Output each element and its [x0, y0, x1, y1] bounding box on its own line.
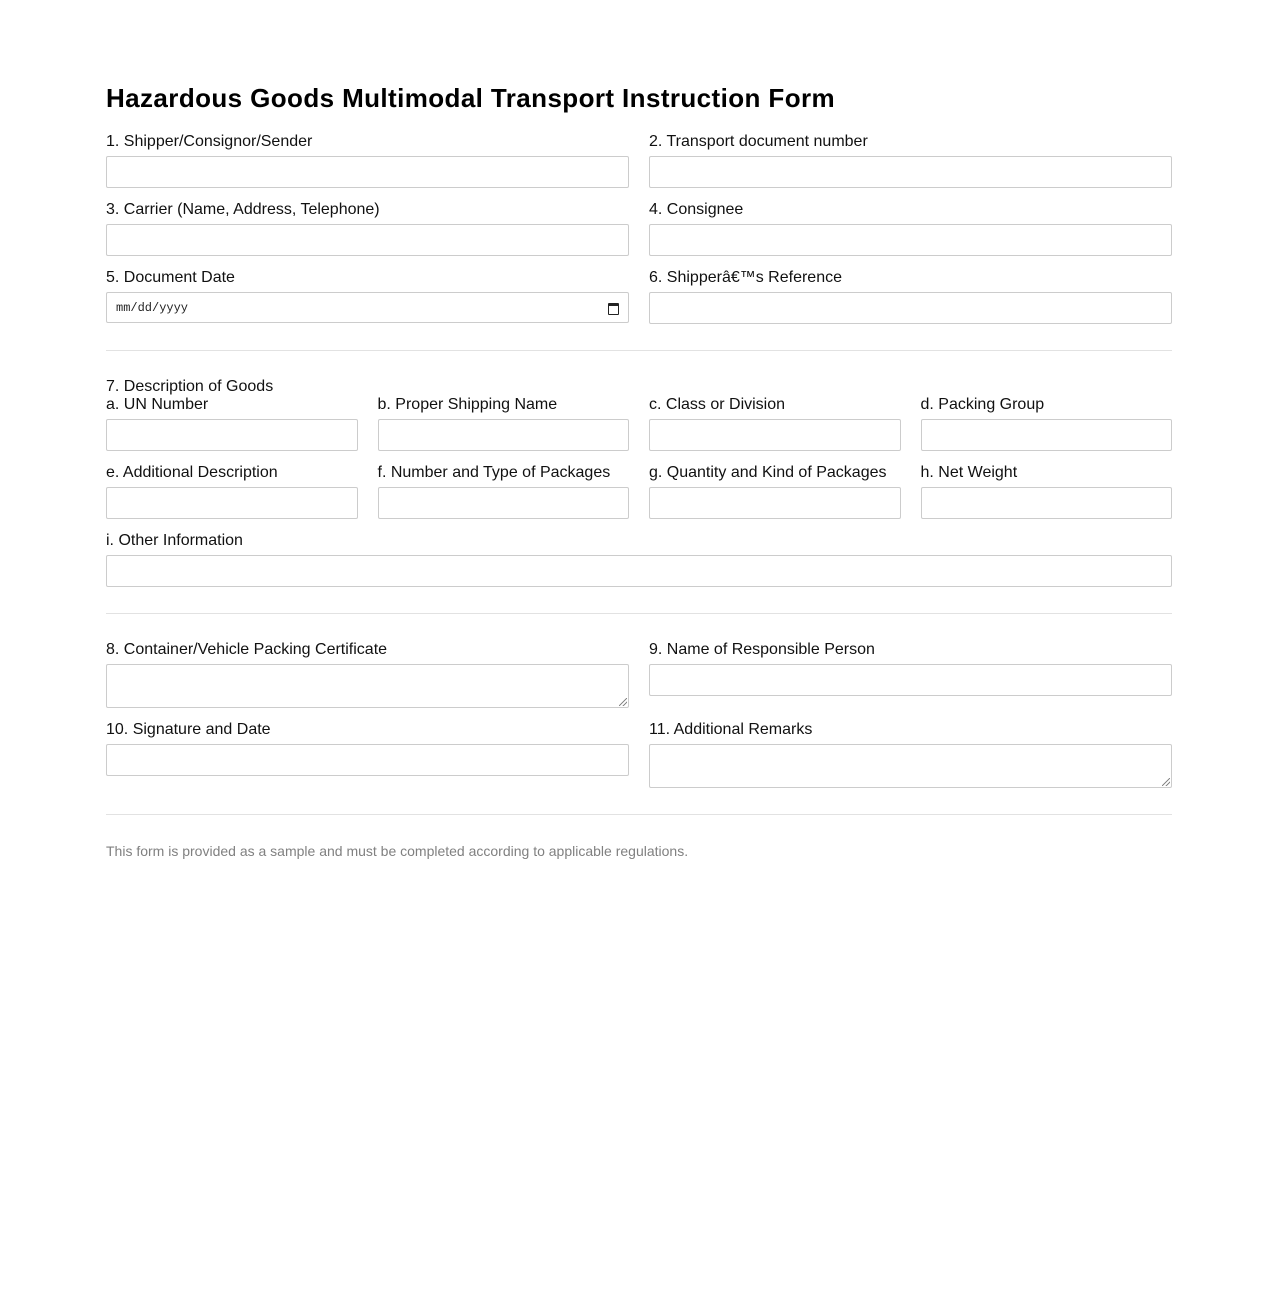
consignee-field [649, 201, 1172, 256]
signature-date-label: 10. Signature and Date [106, 721, 271, 738]
shipper-input[interactable] [106, 156, 629, 188]
un-number-input[interactable] [106, 419, 358, 451]
page-title: Hazardous Goods Multimodal Transport Instruction Form [106, 83, 836, 113]
responsible-person-label: 9. Name of Responsible Person [649, 641, 875, 658]
additional-description-field [106, 464, 358, 519]
section-divider [106, 613, 1172, 614]
quantity-kind-packages-label: g. Quantity and Kind of Packages [649, 464, 887, 481]
number-type-packages-field [378, 464, 630, 519]
consignee-label: 4. Consignee [649, 201, 744, 218]
packing-certificate-field [106, 641, 629, 708]
certification-section [106, 641, 1172, 788]
packing-group-field [921, 396, 1173, 451]
signature-date-field [106, 721, 629, 776]
section-divider [106, 814, 1172, 815]
quantity-kind-packages-field [649, 464, 901, 519]
document-date-field [106, 269, 629, 324]
calendar-icon[interactable] [608, 302, 619, 313]
additional-remarks-field [649, 721, 1172, 788]
footer-note: This form is provided as a sample and must be completed according to applicable regulations. [106, 843, 689, 859]
shipper-reference-label: 6. Shipperâ€™s Reference [649, 269, 842, 286]
number-type-packages-input[interactable] [378, 487, 630, 519]
shipper-label: 1. Shipper/Consignor/Sender [106, 133, 313, 150]
other-information-field [106, 532, 1172, 587]
transport-doc-number-input[interactable] [649, 156, 1172, 188]
description-of-goods-section [106, 396, 1172, 519]
section-divider [106, 350, 1172, 351]
document-date-input[interactable] [106, 292, 629, 323]
additional-description-input[interactable] [106, 487, 358, 519]
carrier-label: 3. Carrier (Name, Address, Telephone) [106, 201, 380, 218]
net-weight-field [921, 464, 1173, 519]
un-number-label: a. UN Number [106, 396, 209, 413]
responsible-person-input[interactable] [649, 664, 1172, 696]
other-information-input[interactable] [106, 555, 1172, 587]
shipment-details-section [106, 133, 1172, 324]
shipper-reference-input[interactable] [649, 292, 1172, 324]
packing-group-label: d. Packing Group [920, 396, 1045, 413]
proper-shipping-name-input[interactable] [378, 419, 630, 451]
proper-shipping-name-label: b. Proper Shipping Name [377, 396, 558, 413]
signature-date-input[interactable] [106, 744, 629, 776]
description-of-goods-heading: 7. Description of Goods [106, 378, 274, 395]
document-date-label: 5. Document Date [106, 269, 235, 286]
resize-handle-icon[interactable] [619, 698, 627, 706]
resize-handle-icon[interactable] [1162, 778, 1170, 786]
consignee-input[interactable] [649, 224, 1172, 256]
packing-certificate-textarea[interactable] [106, 664, 629, 708]
proper-shipping-name-field [378, 396, 630, 451]
transport-doc-number-label: 2. Transport document number [649, 133, 868, 150]
class-or-division-input[interactable] [649, 419, 901, 451]
packing-certificate-label: 8. Container/Vehicle Packing Certificate [106, 641, 388, 658]
net-weight-label: h. Net Weight [920, 464, 1018, 481]
class-or-division-label: c. Class or Division [649, 396, 786, 413]
number-type-packages-label: f. Number and Type of Packages [377, 464, 611, 481]
carrier-input[interactable] [106, 224, 629, 256]
shipper-reference-field [649, 269, 1172, 324]
carrier-field [106, 201, 629, 256]
additional-remarks-textarea[interactable] [649, 744, 1172, 788]
responsible-person-field [649, 641, 1172, 696]
shipper-field [106, 133, 629, 188]
packing-group-input[interactable] [921, 419, 1173, 451]
additional-remarks-label: 11. Additional Remarks [649, 721, 813, 738]
net-weight-input[interactable] [921, 487, 1173, 519]
transport-doc-number-field [649, 133, 1172, 188]
date-placeholder: mm/dd/yyyy [116, 300, 189, 315]
quantity-kind-packages-input[interactable] [649, 487, 901, 519]
additional-description-label: e. Additional Description [106, 464, 278, 481]
class-or-division-field [649, 396, 901, 451]
un-number-field [106, 396, 358, 451]
other-information-label: i. Other Information [106, 532, 243, 549]
